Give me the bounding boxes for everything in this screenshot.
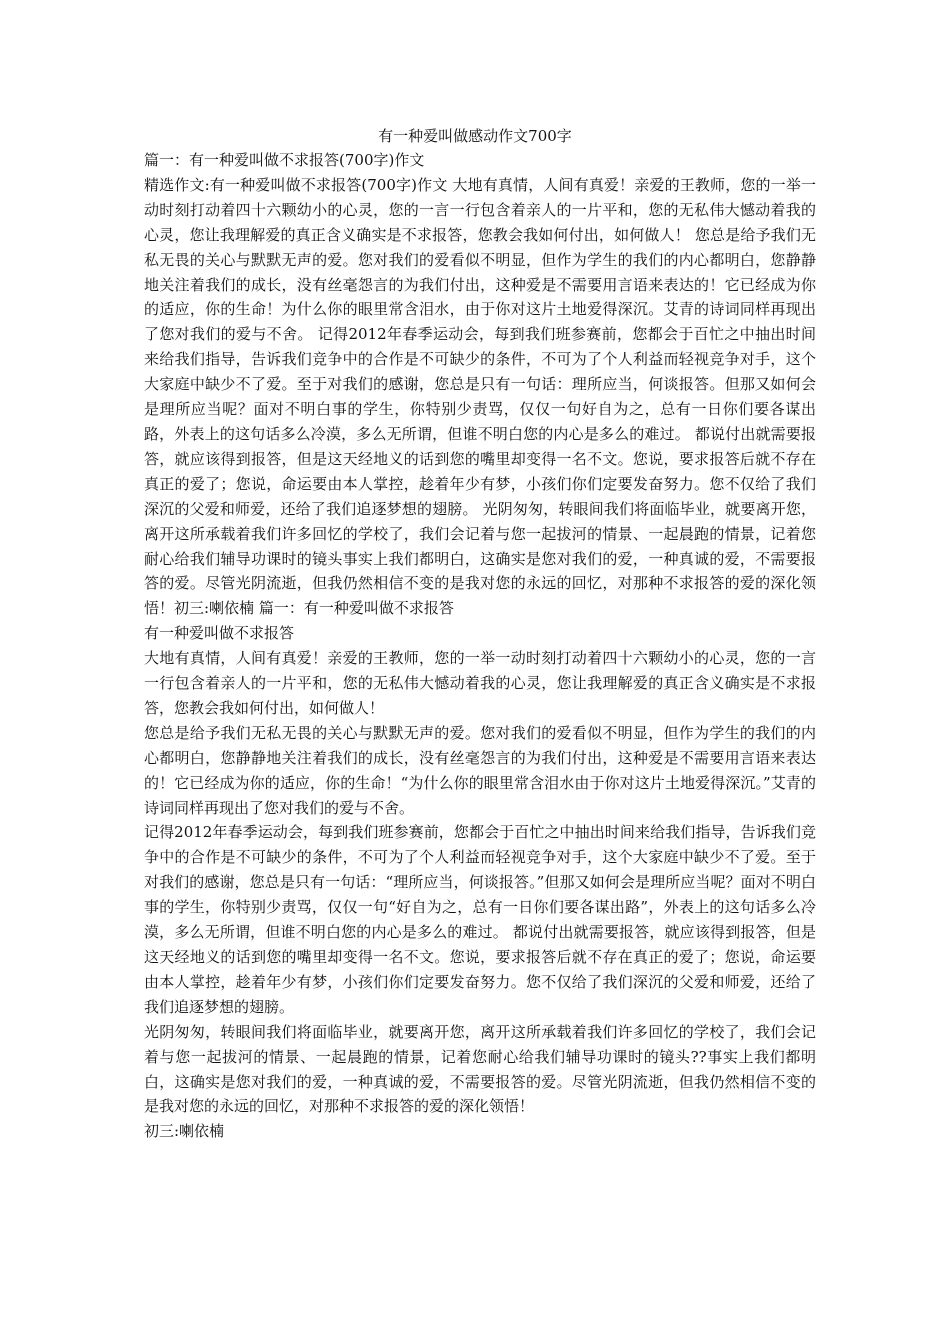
document-body bbox=[144, 148, 816, 1144]
essay-paragraph: 您总是给予我们无私无畏的关心与默默无声的爱。您对我们的爱看似不明显，但作为学生的我们的内心都明白，您静静地关注着我们的成长，没有丝毫怨言的为我们付出，这种爱是不需要用言语来表达的！它已经成为你的适应，你的生命！“为什么你的眼里常含泪水由于你对这片土地爱得深沉。”艾青的诗词同样再现出了您对我们的爱与不舍。 bbox=[144, 723, 816, 817]
document-title: 有一种爱叫做感动作文700字 bbox=[378, 127, 572, 145]
essay-author: 初三:喇依楠 bbox=[144, 1122, 225, 1141]
essay-subtitle: 有一种爱叫做不求报答 bbox=[144, 624, 295, 643]
essay-paragraph: 大地有真情，人间有真爱！亲爱的王教师，您的一举一动时刻打动着四十六颗幼小的心灵，您的一言一行包含着亲人的一片平和，您的无私伟大憾动着我的心灵，您让我理解爱的真正含义确实是不求报答，您教会我如何付出，如何做人！ bbox=[144, 649, 816, 717]
essay-paragraph: 记得2012年春季运动会，每到我们班参赛前，您都会于百忙之中抽出时间来给我们指导，告诉我们竞争中的合作是不可缺少的条件，不可为了个人利益而轻视竞争对手，这个大家庭中缺少不了爱。至于对我们的感谢，您总是只有一句话：“理所应当，何谈报答。”但那又如何会是理所应当呢？面对不明白事的学生，你特别少责骂，仅仅一句“好自为之，总有一日你们要各谋出路”，外表上的这句话多么冷漠，多么无所谓，但谁不明白您的内心是多么的难过。 都说付出就需要报答，就应该得到报答，但是这天经地义的话到您的嘴里却变得一名不文。您说，要求报答后就不存在真正的爱了；您说，命运要由本人掌控，趁着年少有梦，小孩们你们定要发奋努力。您不仅给了我们深沉的父爱和师爱，还给了我们追逐梦想的翅膀。 bbox=[144, 823, 816, 1016]
section-heading: 篇一：有一种爱叫做不求报答(700字)作文 bbox=[144, 151, 425, 169]
essay-block: 精选作文:有一种爱叫做不求报答(700字)作文 大地有真情，人间有真爱！亲爱的王教师，您的一举一动时刻打动着四十六颗幼小的心灵，您的一言一行包含着亲人的一片平和，您的无私伟大憾动着我的心灵，您让我理解爱的真正含义确实是不求报答，您教会我如何付出，如何做人！ 您总是给予我们无私无畏的关心与默默无声的爱。您对我们的爱看似不明显，但作为学生的我们的内心都明白，您静静地关注着我们的成长，没有丝毫怨言的为我们付出，这种爱是不需要用言语来表达的！它已经成为你的适应，你的生命！为什么你的眼里常含泪水，由于你对这片土地爱得深沉。艾青的诗词同样再现出了您对我们的爱与不舍。 记得2012年春季运动会，每到我们班参赛前，您都会于百忙之中抽出时间来给我们指导，告诉我们竞争中的合作是不可缺少的条件，不可为了个人利益而轻视竞争对手，这个大家庭中缺少不了爱。至于对我们的感谢，您总是只有一句话：理所应当，何谈报答。但那又如何会是理所应当呢？面对不明白事的学生，你特别少责骂，仅仅一句好自为之，总有一日你们要各谋出路，外表上的这句话多么冷漠，多么无所谓，但谁不明白您的内心是多么的难过。 都说付出就需要报答，就应该得到报答，但是这天经地义的话到您的嘴里却变得一名不文。您说，要求报答后就不存在真正的爱了；您说，命运要由本人掌控，趁着年少有梦，小孩们你们定要发奋努力。您不仅给了我们深沉的父爱和师爱，还给了我们追逐梦想的翅膀。 光阴匆匆，转眼间我们将面临毕业，就要离开您，离开这所承载着我们许多回忆的学校了，我们会记着与您一起拔河的情景、一起晨跑的情景，记着您耐心给我们辅导功课时的镜头事实上我们都明白，这确实是您对我们的爱，一种真诚的爱，不需要报答的爱。尽管光阴流逝，但我仍然相信不变的是我对您的永远的回忆，对那种不求报答的爱的深化领悟！初三:喇依楠 篇一：有一种爱叫做不求报答 bbox=[144, 175, 816, 618]
essay-paragraph: 光阴匆匆，转眼间我们将面临毕业，就要离开您，离开这所承载着我们许多回忆的学校了，我们会记着与您一起拔河的情景、一起晨跑的情景，记着您耐心给我们辅导功课时的镜头??事实上我们都明白，这确实是您对我们的爱，一种真诚的爱，不需要报答的爱。尽管光阴流逝，但我仍然相信不变的是我对您的永远的回忆，对那种不求报答的爱的深化领悟！ bbox=[144, 1022, 816, 1116]
